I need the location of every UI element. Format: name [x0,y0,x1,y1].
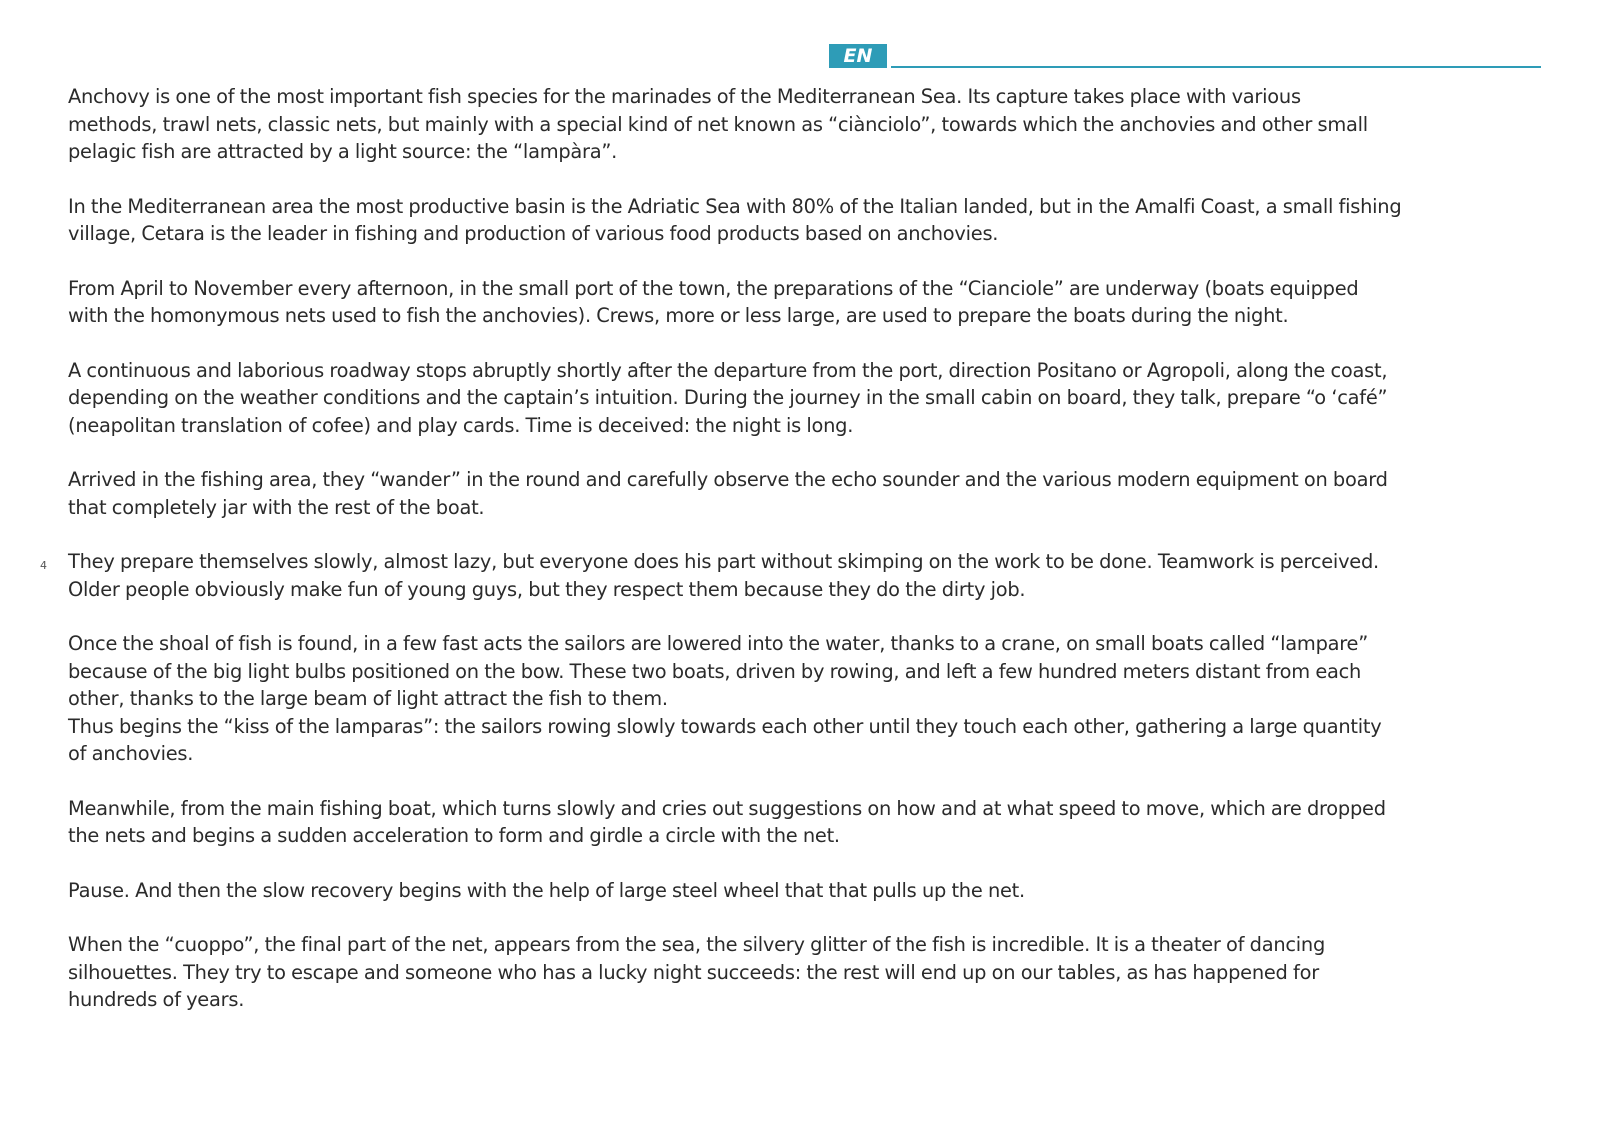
text-line: When the “cuoppo”, the final part of the net, appears from the sea, the silvery glitter of the fish is incredible. It is a theater of dancing [68,933,1326,956]
text-line: (neapolitan translation of cofee) and play cards. Time is deceived: the night is long. [68,413,854,437]
text-line: that completely jar with the rest of the boat. [68,495,485,519]
text-line: methods, trawl nets, classic nets, but mainly with a special kind of net known as “ciànciolo”, towards which the anchovies and other small [68,112,1368,136]
language-badge: EN [829,44,887,68]
paragraph [68,466,1546,521]
text-line: A continuous and laborious roadway stops abruptly shortly after the departure from the port, direction Positano or Agropoli, along the coast, [68,358,1388,382]
text-line: depending on the weather conditions and the captain’s intuition. During the journey in the small cabin on board, they talk, prepare “o ‘café” [68,386,1388,409]
text-line: Meanwhile, from the main fishing boat, which turns slowly and cries out suggestions on how and at what speed to move, which are dropped [68,796,1386,820]
text-line: of anchovies. [68,742,194,765]
text-line: hundreds of years. [68,988,245,1011]
page-number: 4 [40,559,47,572]
text-line: Anchovy is one of the most important fish species for the marinades of the Mediterranean Sea. Its capture takes place with various [68,85,1301,108]
paragraph [68,83,1546,166]
paragraph [68,548,1546,603]
text-line: pelagic fish are attracted by a light source: the “lampàra”. [68,140,618,163]
text-line: with the homonymous nets used to fish the anchovies). Crews, more or less large, are used to prepare the boats during the night. [68,304,1289,327]
text-line: From April to November every afternoon, in the small port of the town, the preparations of the “Cianciole” are underway (boats equipped [68,276,1359,300]
text-line: Older people obviously make fun of young guys, but they respect them because they do the dirty job. [68,577,1026,601]
paragraph [68,275,1546,330]
paragraph [68,931,1546,1014]
paragraph [68,357,1546,440]
text-line: because of the big light bulbs positioned on the bow. These two boats, driven by rowing, and left a few hundred meters distant from each [68,659,1362,683]
body-text [68,83,1546,1041]
paragraph [68,630,1546,768]
text-line: other, thanks to the large beam of light attract the fish to them. [68,687,668,710]
header-rule [891,66,1541,68]
paragraph [68,193,1546,248]
text-line: In the Mediterranean area the most productive basin is the Adriatic Sea with 80% of the Italian landed, but in the Amalfi Coast, a small fishing [68,194,1402,218]
text-line: village, Cetara is the leader in fishing and production of various food products based on anchovies. [68,222,999,245]
text-line: the nets and begins a sudden acceleration to form and girdle a circle with the net. [68,824,840,847]
text-line: They prepare themselves slowly, almost lazy, but everyone does his part without skimping on the work to be done. Teamwork is perceived. [68,550,1379,573]
text-line: Thus begins the “kiss of the lamparas”: the sailors rowing slowly towards each other until they touch each other, gathering a large quantity [68,714,1382,738]
text-line: Once the shoal of fish is found, in a few fast acts the sailors are lowered into the water, thanks to a crane, on small boats called “lampare” [68,632,1369,655]
text-line: Pause. And then the slow recovery begins with the help of large steel wheel that that pulls up the net. [68,878,1025,902]
paragraph [68,795,1546,850]
paragraph [68,877,1546,905]
language-header [829,44,1541,69]
text-line: Arrived in the fishing area, they “wander” in the round and carefully observe the echo sounder and the various modern equipment on board [68,468,1388,491]
text-line: silhouettes. They try to escape and someone who has a lucky night succeeds: the rest will end up on our tables, as has happened for [68,960,1319,984]
